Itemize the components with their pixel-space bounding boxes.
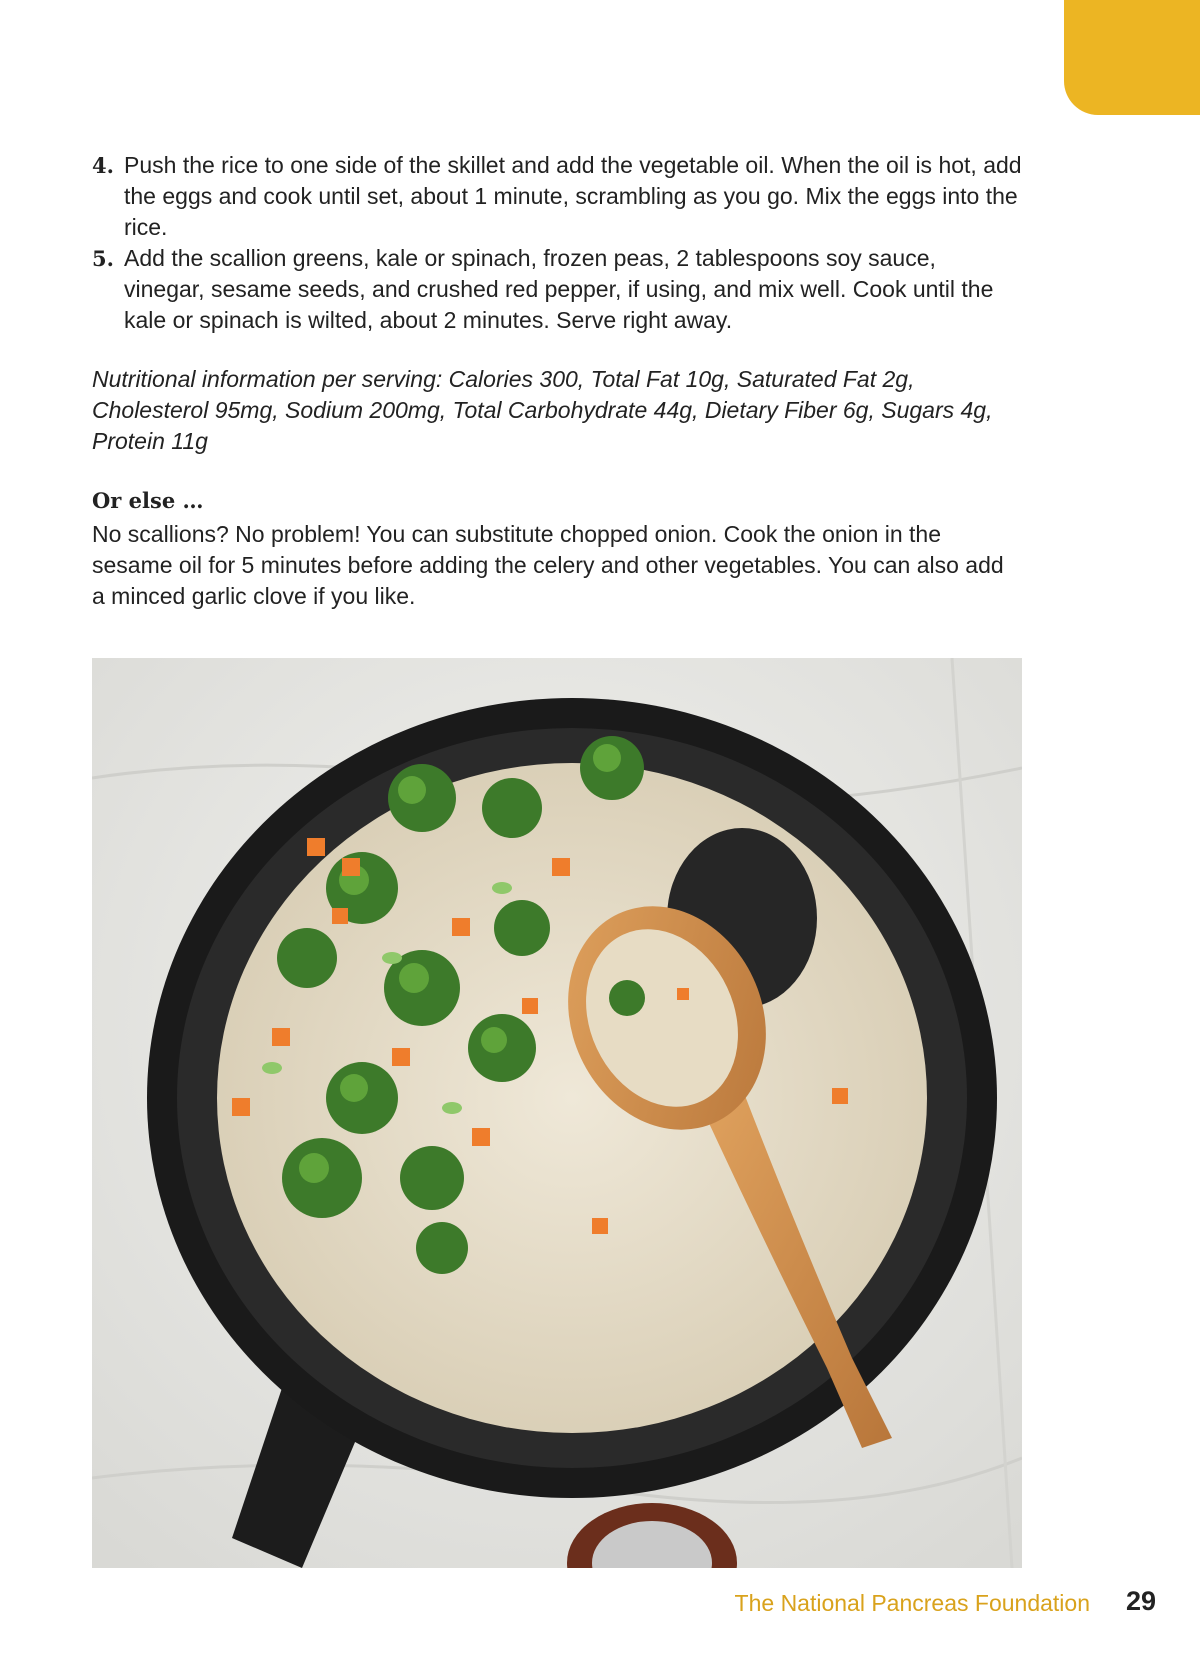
instructions-list bbox=[92, 150, 1022, 336]
footer-organization: The National Pancreas Foundation bbox=[734, 1590, 1090, 1616]
step-number: 4. bbox=[92, 153, 114, 178]
step-number: 5. bbox=[92, 246, 114, 271]
step-text: Add the scallion greens, kale or spinach, frozen peas, 2 tablespoons soy sauce, vinegar, sesame seeds, and crushed red pepper, if using, and mix well. Cook until the kale or spinach is wilted, about 2 minutes. Serve right away. bbox=[124, 245, 994, 333]
or-else-body: No scallions? No problem! You can substitute chopped onion. Cook the onion in the sesame oil for 5 minutes before adding the celery and other vegetables. You can also add a minced garlic clove if you like. bbox=[92, 521, 1004, 609]
fried-rice-photo bbox=[92, 658, 1022, 1568]
step-text: Push the rice to one side of the skillet and add the vegetable oil. When the oil is hot, add the eggs and cook until set, about 1 minute, scrambling as you go. Mix the eggs into the rice. bbox=[124, 152, 1022, 240]
step-4 bbox=[92, 150, 1022, 243]
nutrition-info: Nutritional information per serving: Calories 300, Total Fat 10g, Saturated Fat 2g, Cholesterol 95mg, Sodium 200mg, Total Carbohydrate 44g, Dietary Fiber 6g, Sugars 4g, Protein 11g bbox=[92, 366, 993, 454]
page-number: 29 bbox=[1125, 1586, 1156, 1616]
corner-tab bbox=[1064, 0, 1200, 115]
or-else-heading: Or else … bbox=[92, 488, 204, 513]
step-5 bbox=[92, 243, 1022, 336]
